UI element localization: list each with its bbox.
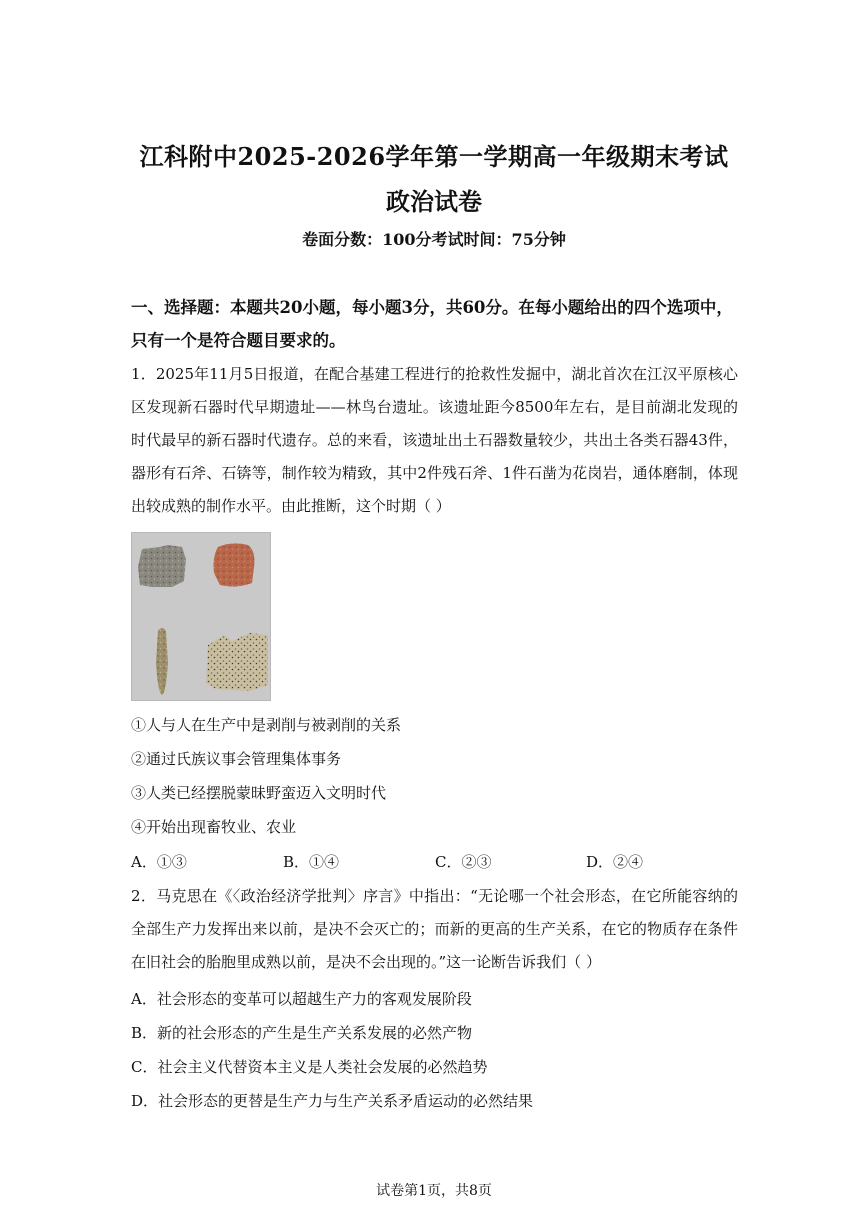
q2-option-d[interactable]: D．社会形态的更替是生产力与生产关系矛盾运动的必然结果 <box>131 1092 534 1110</box>
q1-option-b[interactable]: B．①④ <box>283 853 340 871</box>
stone-chisel <box>156 628 168 695</box>
q1-option-c[interactable]: C．②③ <box>435 853 492 871</box>
section-heading: 一、选择题：本题共20小题，每小题3分，共60分。在每小题给出的四个选项中，只有一个是符合题目要求的。 <box>131 298 733 350</box>
stone-axe-fragment-gray <box>138 545 186 587</box>
q1-option-a[interactable]: A．①③ <box>131 853 187 871</box>
stone-tools-photo <box>131 532 271 701</box>
question-1-stem: 1．2025年11月5日报道，在配合基建工程进行的抢救性发掘中，湖北首次在江汉平原核心区发现新石器时代早期遗址——林鸟台遗址。该遗址距今8500年左右，是目前湖北发现的时代最早的新石器时代遗存。总的来看，该遗址出土石器数量较少，共出土各类石器43件，器形有石斧、石锛等，制作较为精致，其中2件残石斧、1件石凿为花岗岩，通体磨制，体现出较成熟的制作水平。由此推断，这个时期（ ） <box>131 365 738 515</box>
q2-option-c[interactable]: C．社会主义代替资本主义是人类社会发展的必然趋势 <box>131 1058 488 1076</box>
statement-2: ②通过氏族议事会管理集体事务 <box>131 750 342 768</box>
statement-1: ①人与人在生产中是剥削与被剥削的关系 <box>131 716 402 734</box>
exam-score-time: 卷面分数：100分考试时间：75分钟 <box>302 230 566 249</box>
exam-subject-title: 政治试卷 <box>386 187 482 216</box>
exam-title: 江科附中2025-2026学年第一学期高一年级期末考试 <box>139 142 729 171</box>
stone-tools-illustration <box>132 533 270 700</box>
statement-4: ④开始出现畜牧业、农业 <box>131 818 297 836</box>
q2-option-a[interactable]: A．社会形态的变革可以超越生产力的客观发展阶段 <box>131 990 472 1008</box>
q2-option-b[interactable]: B．新的社会形态的产生是生产关系发展的必然产物 <box>131 1024 473 1042</box>
statement-3: ③人类已经摆脱蒙昧野蛮迈入文明时代 <box>131 784 387 802</box>
stone-axe-fragment-granite <box>206 633 268 691</box>
page-footer: 试卷第1页，共8页 <box>376 1183 492 1199</box>
question-2-stem: 2．马克思在《〈政治经济学批判〉序言》中指出：“无论哪一个社会形态，在它所能容纳的全部生产力发挥出来以前，是决不会灭亡的；而新的更高的生产关系，在它的物质存在条件在旧社会的胎胞里成熟以前，是决不会出现的。”这一论断告诉我们（ ） <box>131 887 738 971</box>
q1-option-d[interactable]: D．②④ <box>586 853 644 871</box>
stone-tool-reddish <box>214 543 255 586</box>
